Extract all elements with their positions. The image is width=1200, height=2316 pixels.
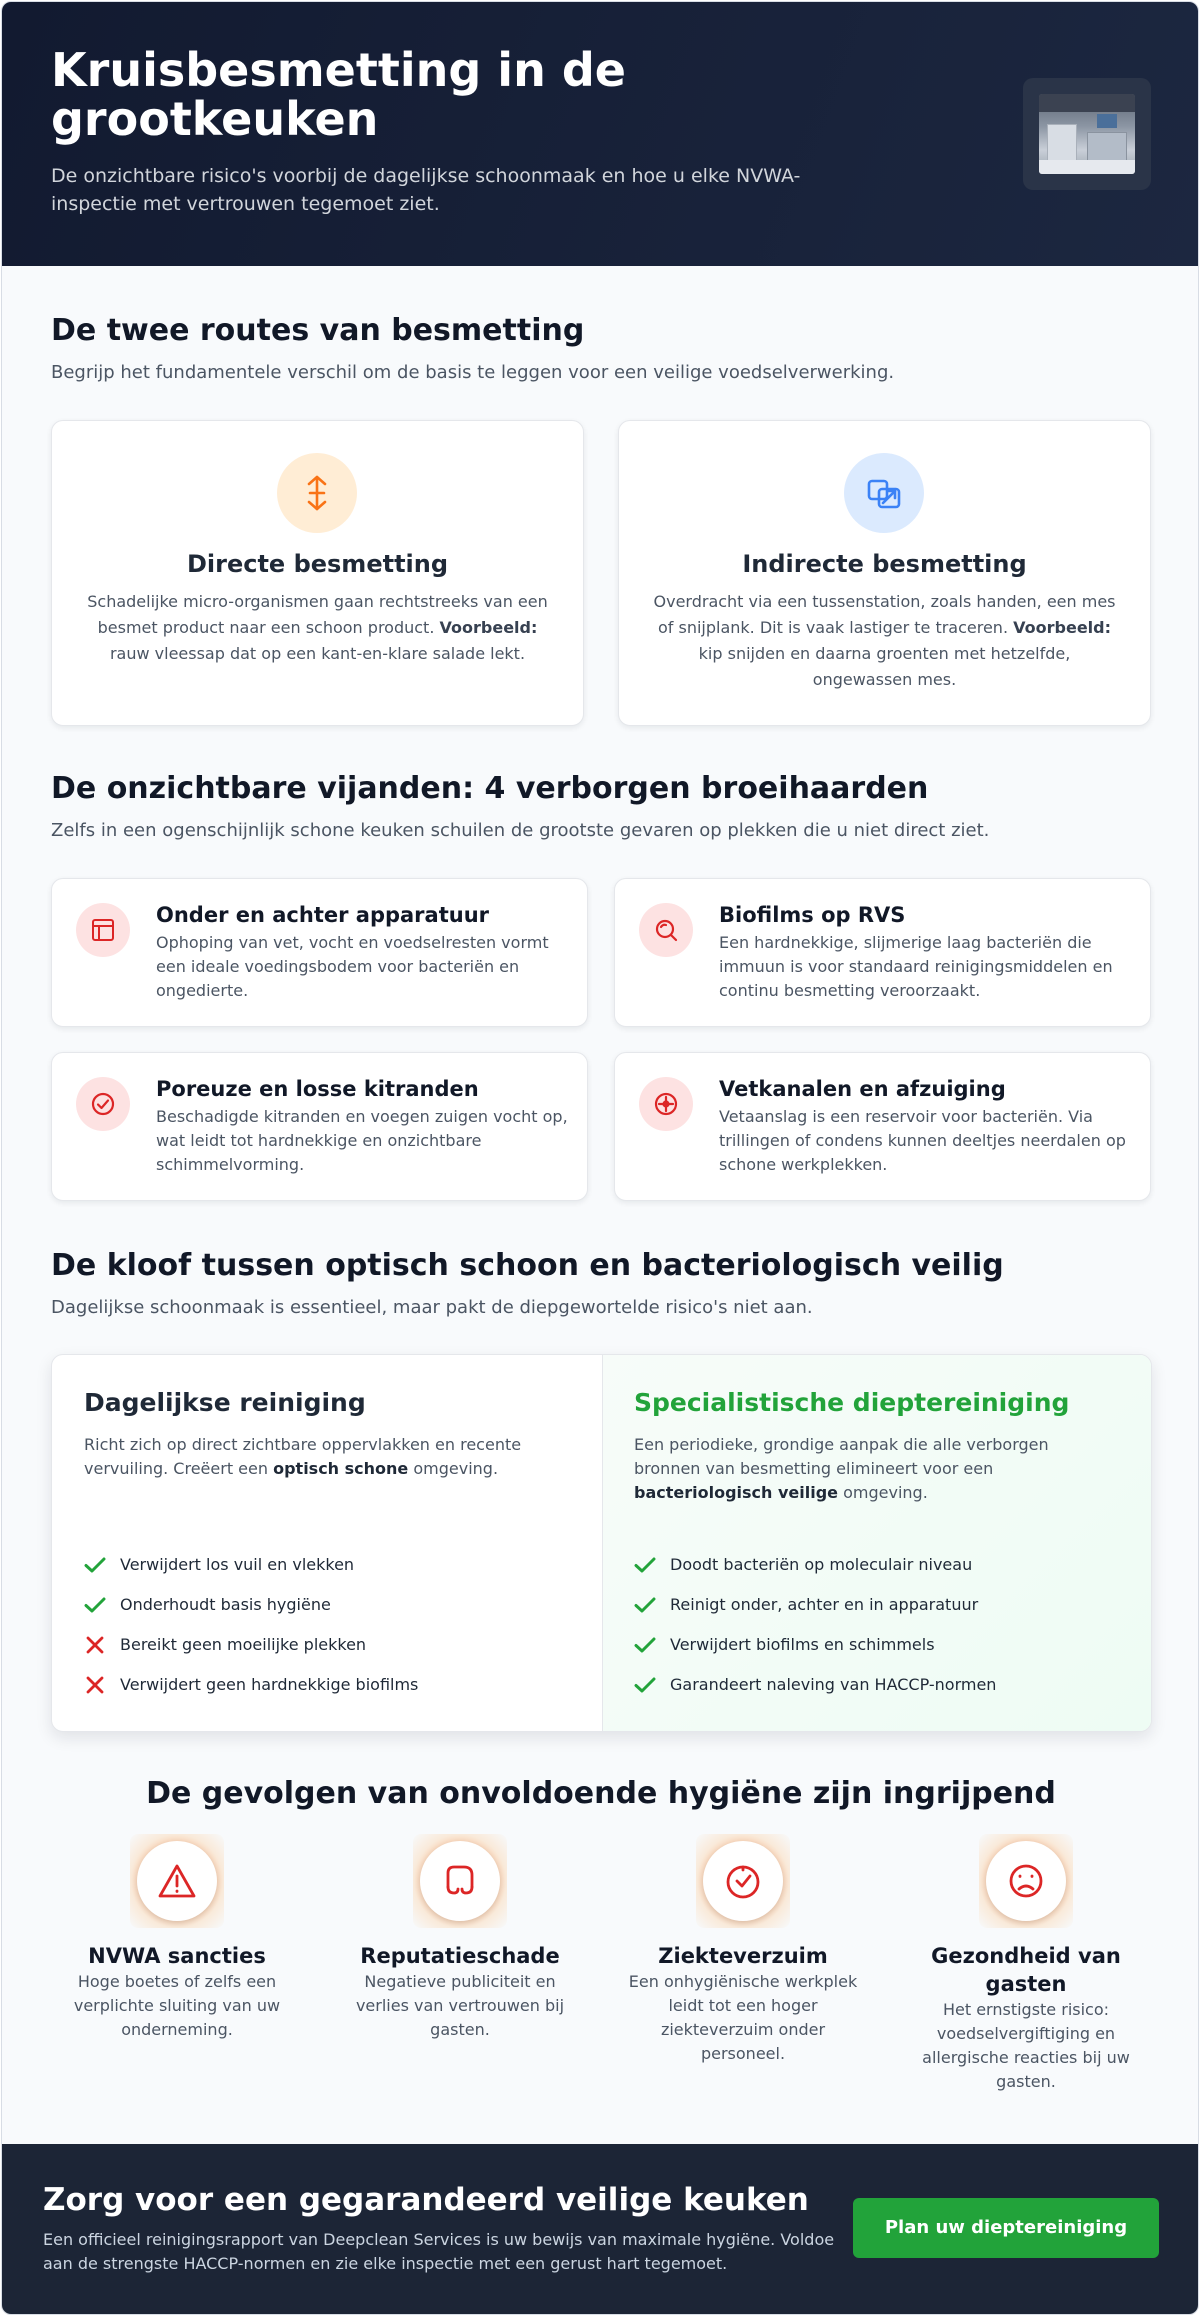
hotspot-text: Ophoping van vet, vocht en voedselresten vormt een ideale voedingsbodem voor bacteriën en ongedierte. bbox=[156, 933, 549, 1000]
route-description: Schadelijke micro-organismen gaan rechtstreeks van een besmet product naar een schoon product. Voorbeeld: rauw vleessap dat op een kant-en-klare salade lekt. bbox=[87, 592, 548, 663]
transfer-icon bbox=[844, 453, 924, 533]
clock-icon bbox=[703, 1841, 783, 1921]
column-title: Specialistische dieptereiniging bbox=[634, 1388, 1070, 1417]
hotspot-title: Poreuze en losse kitranden bbox=[156, 1077, 479, 1101]
comparison-table bbox=[51, 1354, 1152, 1732]
consequence-name: Gezondheid van gasten bbox=[931, 1944, 1121, 1996]
checklist-label: Onderhoudt basis hygiëne bbox=[120, 1595, 331, 1614]
consequence-name: Reputatieschade bbox=[360, 1944, 560, 1968]
consequence-name: Ziekteverzuim bbox=[658, 1944, 828, 1968]
hotspot-card bbox=[614, 878, 1151, 1027]
sad-face-icon bbox=[986, 1841, 1066, 1921]
consequences-title: De gevolgen van onvoldoende hygiëne zijn ingrijpend bbox=[146, 1776, 1056, 1811]
route-title: Directe besmetting bbox=[186, 550, 449, 578]
hotspot-title: Vetkanalen en afzuiging bbox=[719, 1077, 1006, 1101]
page-subtitle: De onzichtbare risico's voorbij de dagelijkse schoonmaak en hoe u elke NVWA-inspectie met vertrouwen tegemoet ziet. bbox=[51, 165, 801, 215]
checklist-label: Verwijdert geen hardnekkige biofilms bbox=[120, 1675, 419, 1694]
routes-title: De twee routes van besmetting bbox=[51, 313, 585, 348]
hotspot-title: Biofilms op RVS bbox=[719, 903, 906, 927]
compare-title: De kloof tussen optisch schoon en bacteriologisch veilig bbox=[51, 1248, 1004, 1283]
hotspot-card bbox=[51, 1052, 588, 1201]
check-icon bbox=[634, 1595, 656, 1615]
consequence-text: Hoge boetes of zelfs een verplichte sluiting van uw onderneming. bbox=[73, 1972, 281, 2039]
thumbs-down-icon bbox=[420, 1841, 500, 1921]
page-title: Kruisbesmetting in de grootkeuken bbox=[51, 43, 626, 146]
cta-text: Een officieel reinigingsrapport van Deepclean Services is uw bewijs van maximale hygiëne. Voldoe aan de strengste HACCP-normen en zie elke inspectie met een gerust hart tegemoet. bbox=[43, 2230, 835, 2273]
hotspots-subtitle: Zelfs in een ogenschijnlijk schone keuken schuilen de grootste gevaren op plekken die u niet direct ziet. bbox=[51, 820, 990, 841]
cross-icon bbox=[84, 1675, 106, 1695]
magnifier-icon bbox=[639, 903, 693, 957]
checklist-label: Garandeert naleving van HACCP-normen bbox=[670, 1675, 997, 1694]
check-icon bbox=[84, 1595, 106, 1615]
hotspots-title: De onzichtbare vijanden: 4 verborgen broeihaarden bbox=[51, 771, 929, 806]
checklist-label: Verwijdert los vuil en vlekken bbox=[120, 1555, 355, 1574]
route-card-indirect bbox=[618, 420, 1151, 726]
fan-vent-icon bbox=[639, 1077, 693, 1131]
consequence-text: Negatieve publiciteit en verlies van vertrouwen bij gasten. bbox=[355, 1972, 565, 2039]
hotspot-card bbox=[614, 1052, 1151, 1201]
hotspot-text: Beschadigde kitranden en voegen zuigen vocht op, wat leidt tot hardnekkige en onzichtbare schimmelvorming. bbox=[156, 1107, 568, 1174]
check-icon bbox=[634, 1635, 656, 1655]
kitchen-thumbnail bbox=[1023, 78, 1151, 190]
hotspot-text: Vetaanslag is een reservoir voor bacteriën. Via trillingen of condens kunnen deeltjes neerdalen op schone werkplekken. bbox=[719, 1107, 1126, 1174]
hotspot-title: Onder en achter apparatuur bbox=[156, 903, 489, 927]
route-card-direct bbox=[51, 420, 584, 726]
column-title: Dagelijkse reiniging bbox=[84, 1388, 366, 1417]
warning-icon bbox=[137, 1841, 217, 1921]
consequence-text: Een onhygiënische werkplek leidt tot een hoger ziekteverzuim onder personeel. bbox=[628, 1972, 858, 2063]
consequence-name: NVWA sancties bbox=[88, 1944, 266, 1968]
cta-footer bbox=[2, 2144, 1199, 2315]
consequence-text: Het ernstigste risico: voedselvergiftiging en allergische reacties bij uw gasten. bbox=[922, 2000, 1130, 2091]
column-description: Richt zich op direct zichtbare oppervlakken en recente vervuiling. Creëert een optisch schone omgeving. bbox=[84, 1435, 522, 1478]
cross-icon bbox=[84, 1635, 106, 1655]
checklist-label: Bereikt geen moeilijke plekken bbox=[120, 1635, 367, 1654]
hero-header bbox=[2, 2, 1199, 266]
column-description: Een periodieke, grondige aanpak die alle verborgen bronnen van besmetting elimineert voor een bacteriologisch veilige omgeving. bbox=[634, 1435, 1049, 1502]
check-icon bbox=[634, 1675, 656, 1695]
checklist-label: Verwijdert biofilms en schimmels bbox=[670, 1635, 935, 1654]
hotspot-card bbox=[51, 878, 588, 1027]
routes-subtitle: Begrijp het fundamentele verschil om de basis te leggen voor een veilige voedselverwerking. bbox=[51, 362, 895, 383]
checklist-label: Doodt bacteriën op moleculair niveau bbox=[670, 1555, 973, 1574]
hotspot-text: Een hardnekkige, slijmerige laag bacteriën die immuun is voor standaard reinigingsmiddelen en continu besmetting veroorzaakt. bbox=[719, 933, 1113, 1000]
route-title: Indirecte besmetting bbox=[742, 550, 1027, 578]
check-icon bbox=[84, 1555, 106, 1575]
column-deep bbox=[602, 1355, 1152, 1732]
page bbox=[1, 1, 1199, 2315]
cta-title: Zorg voor een gegarandeerd veilige keuken bbox=[43, 2182, 809, 2218]
kitchen-photo-icon bbox=[1039, 94, 1135, 174]
arrows-vertical-icon bbox=[277, 453, 357, 533]
compare-subtitle: Dagelijkse schoonmaak is essentieel, maar pakt de diepgewortelde risico's niet aan. bbox=[51, 1297, 813, 1318]
plan-cleaning-button[interactable]: Plan uw dieptereiniging bbox=[853, 2198, 1159, 2258]
check-icon bbox=[634, 1555, 656, 1575]
appliance-icon bbox=[76, 903, 130, 957]
route-description: Overdracht via een tussenstation, zoals handen, een mes of snijplank. Dit is vaak lastiger te traceren. Voorbeeld: kip snijden en daarna groenten met hetzelfde, ongewassen mes. bbox=[653, 592, 1116, 689]
checklist-label: Reinigt onder, achter en in apparatuur bbox=[670, 1595, 979, 1614]
check-circle-icon bbox=[76, 1077, 130, 1131]
